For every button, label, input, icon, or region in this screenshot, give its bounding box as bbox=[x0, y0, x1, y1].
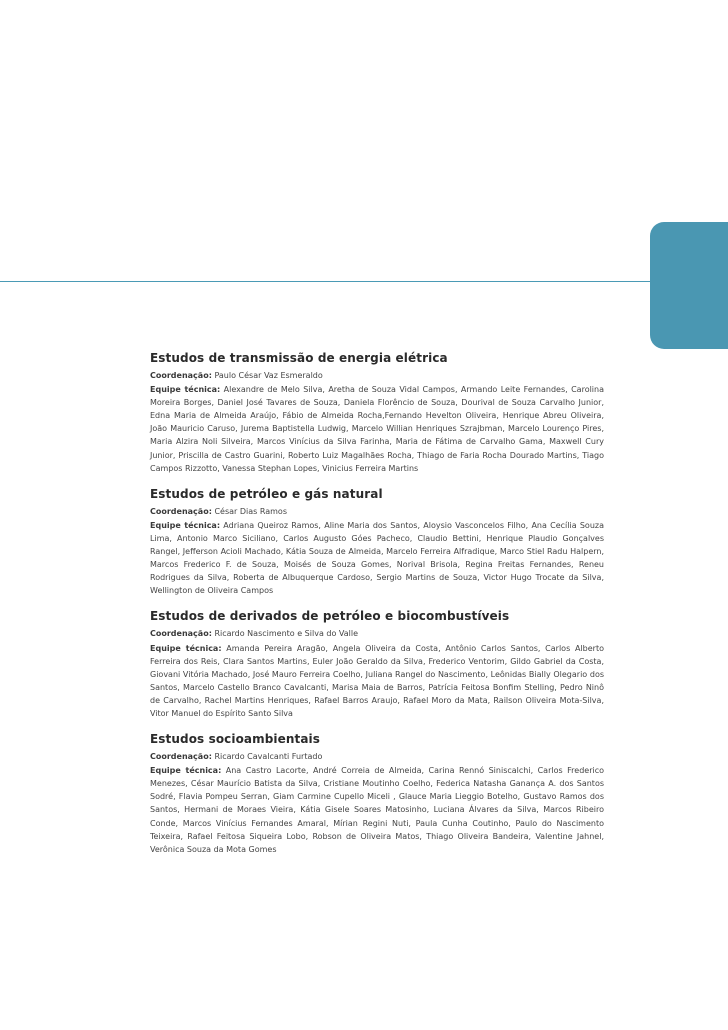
team-value: Ana Castro Lacorte, André Correia de Almeida, Carina Rennó Siniscalchi, Carlos Frederico Menezes, César Maurício Batista da Silva, Cristiane Moutinho Coelho, Federica Natasha Ganança A. dos Santos Sodré, Flavia Pompeu Serran, Giam Carmine Cupello Miceli , Glauce Maria Lieggio Botelho, Gustavo Ramos dos Santos, Hermani de Moraes Vieira, Kátia Gisele Soares Matosinho, Luciana Álvares da Silva, Marcos Ribeiro Conde, Marcos Vinícius Fernandes Amaral, Mírian Regini Nuti, Paula Cunha Coutinho, Paulo do Nascimento Teixeira, Rafael Feitosa Siqueira Lobo, Robson de Oliveira Matos, Thiago Oliveira Bandeira, Valentine Jahnel, Verônica Souza da Mota Gomes bbox=[150, 766, 604, 854]
coordination-label: Coordenação: bbox=[150, 629, 212, 639]
team-label: Equipe técnica: bbox=[150, 766, 222, 776]
coordination bbox=[150, 369, 604, 382]
team-value: Alexandre de Melo Silva, Aretha de Souza Vidal Campos, Armando Leite Fernandes, Carolina Moreira Borges, Daniel José Tavares de Souza, Daniela Florêncio de Souza, Dourival de Souza Carvalho Junior, Edna Maria de Almeida Araújo, Fábio de Almeida Rocha,Fernando Hevelton Oliveira, Henrique Abreu Oliveira, João Mauricio Caruso, Jurema Baptistella Ludwig, Marcelo Willian Henriques Szrajbman, Marcelo Lourenço Pires, Maria Alzira Noli Silveira, Marcos Vinícius da Silva Farinha, Maria de Fátima de Carvalho Gama, Maxwell Cury Junior, Priscilla de Castro Guarini, Roberto Luiz Magalhães Rocha, Thiago de Faria Rocha Dourado Martins, Tiago Campos Rizzotto, Vanessa Stephan Lopes, Vinicius Ferreira Martins bbox=[150, 385, 605, 473]
coordination-label: Coordenação: bbox=[150, 506, 212, 516]
section-title: Estudos de derivados de petróleo e biocombustíveis bbox=[150, 609, 510, 624]
coordination-value: Paulo César Vaz Esmeraldo bbox=[214, 371, 323, 380]
section-socioambientais bbox=[150, 731, 604, 856]
credits-content bbox=[150, 350, 604, 867]
section-title: Estudos de petróleo e gás natural bbox=[150, 486, 383, 501]
team bbox=[150, 519, 604, 598]
team-value: Amanda Pereira Aragão, Angela Oliveira da Costa, Antônio Carlos Santos, Carlos Alberto Ferreira dos Reis, Clara Santos Martins, Euler João Geraldo da Silva, Frederico Ventorim, Gildo Gabriel da Costa, Giovani Vitória Machado, José Mauro Ferreira Coelho, Juliana Rangel do Nascimento, Leônidas Bially Olegario dos Santos, Marcelo Castello Branco Cavalcanti, Marisa Maia de Barros, Patrícia Feitosa Bonfim Stelling, Pedro Ninô de Carvalho, Rachel Martins Henriques, Rafael Barros Araujo, Rafael Moro da Mata, Railson Oliveira Mota-Silva, Vitor Manuel do Espírito Santo Silva bbox=[150, 643, 604, 718]
team-label: Equipe técnica: bbox=[150, 520, 221, 530]
coordination bbox=[150, 505, 604, 518]
section-derivados-biocombustiveis bbox=[150, 608, 604, 720]
team-value: Adriana Queiroz Ramos, Aline Maria dos Santos, Aloysio Vasconcelos Filho, Ana Cecília Souza Lima, Antonio Marco Siciliano, Carlos Augusto Góes Pacheco, Claudio Bettini, Henrique Plaudio Gonçalves Rangel, Jefferson Acioli Machado, Kátia Souza de Almeida, Marcelo Ferreira Alfradique, Marco Stiel Radu Halpern, Marcos Frederico F. de Souza, Moisés de Souza Gomes, Norival Brisola, Regina Freitas Fernandes, Reneu Rodrigues da Silva, Roberta de Albuquerque Cardoso, Sergio Martins de Souza, Victor Hugo Trocate da Silva, Wellington de Oliveira Campos bbox=[150, 520, 604, 596]
horizontal-rule bbox=[0, 281, 728, 282]
coordination-value: Ricardo Nascimento e Silva do Valle bbox=[214, 629, 359, 639]
chapter-tab bbox=[650, 222, 728, 349]
coordination-label: Coordenação: bbox=[150, 371, 212, 380]
section-transmissao bbox=[150, 350, 604, 475]
section-title: Estudos de transmissão de energia elétrica bbox=[150, 351, 448, 365]
coordination-value: Ricardo Cavalcanti Furtado bbox=[214, 752, 323, 762]
team bbox=[150, 642, 604, 721]
team-label: Equipe técnica: bbox=[150, 643, 222, 653]
team-label: Equipe técnica: bbox=[150, 385, 221, 395]
coordination bbox=[150, 627, 604, 640]
section-title: Estudos socioambientais bbox=[150, 732, 321, 747]
section-petroleo-gas bbox=[150, 486, 604, 598]
team bbox=[150, 764, 604, 856]
coordination-value: César Dias Ramos bbox=[214, 506, 287, 516]
coordination bbox=[150, 750, 604, 763]
coordination-label: Coordenação: bbox=[150, 752, 212, 762]
team bbox=[150, 383, 604, 475]
